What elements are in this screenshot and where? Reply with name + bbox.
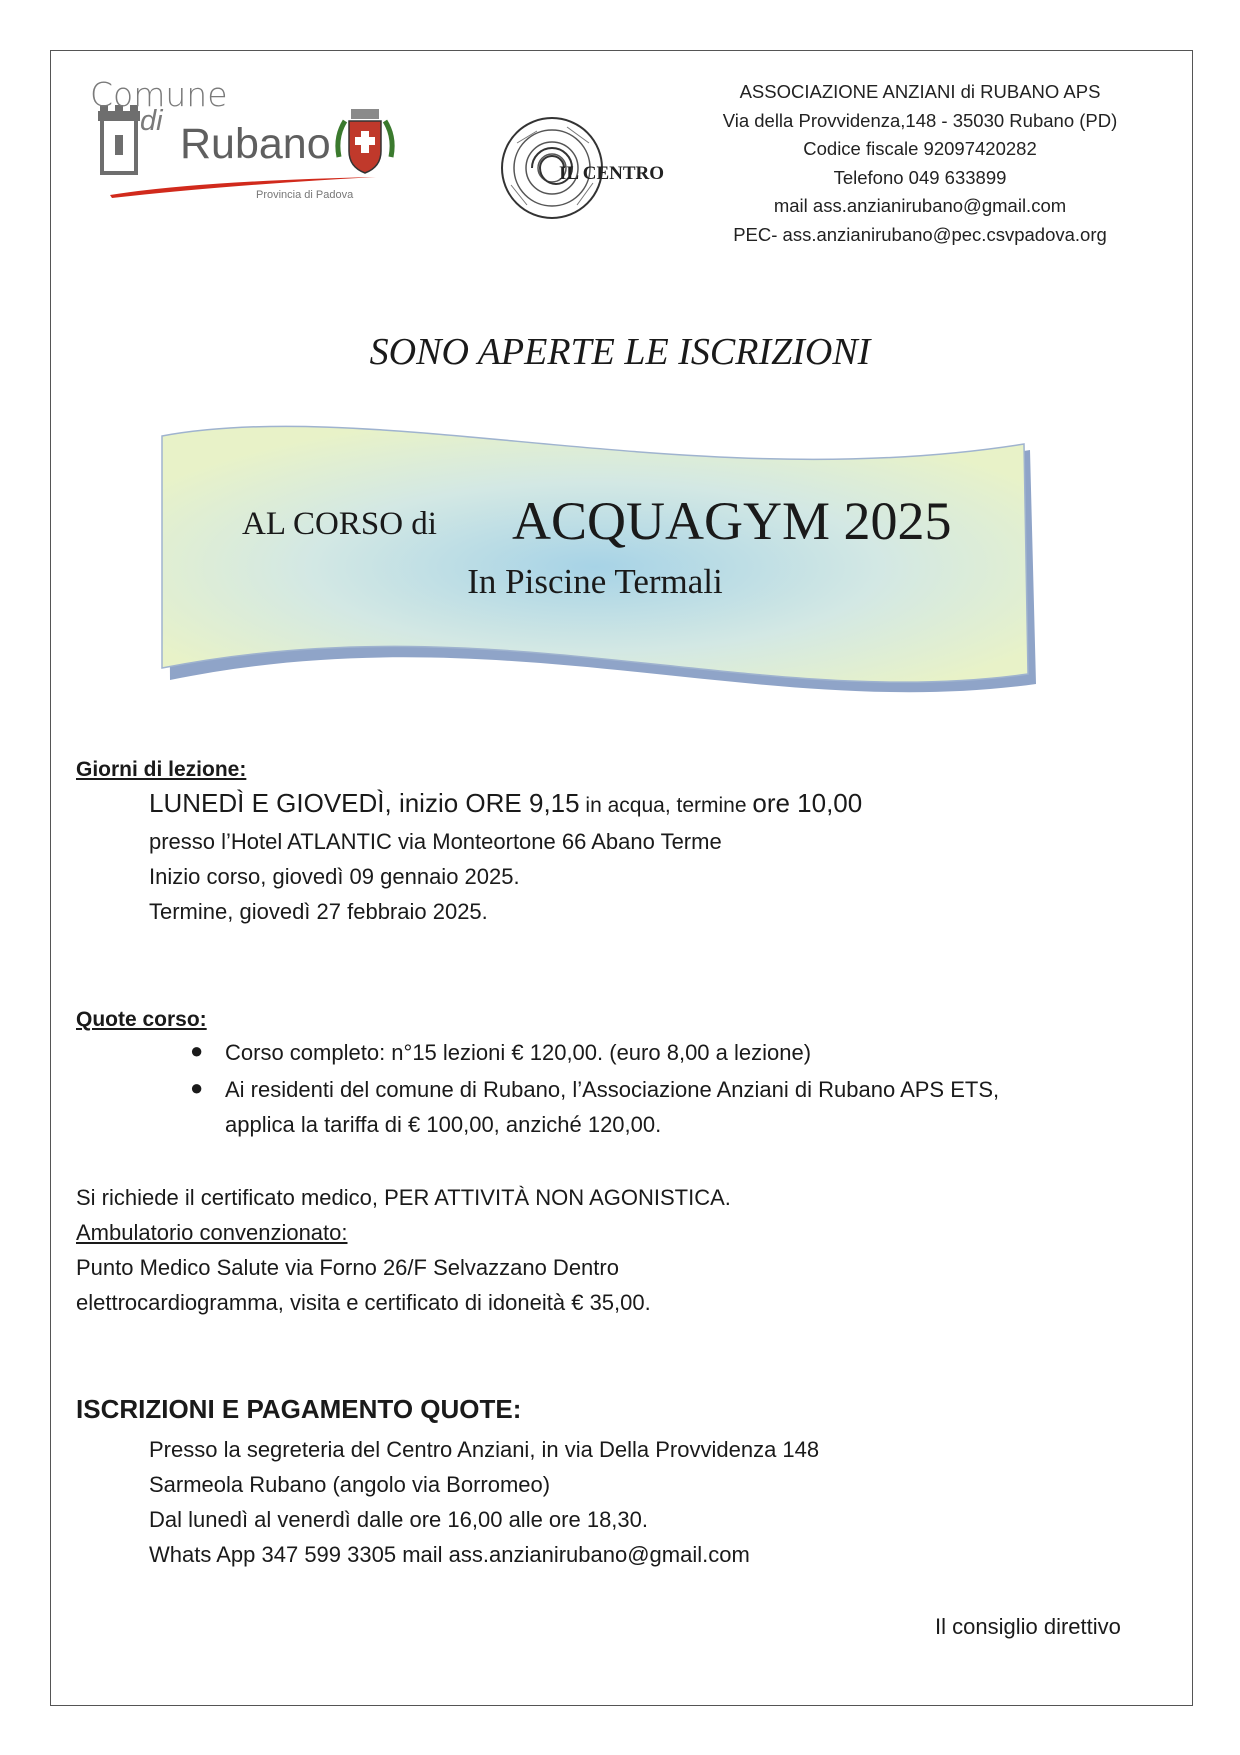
registration-line-1: Presso la segreteria del Centro Anziani, in via Della Provvidenza 148 — [149, 1437, 820, 1462]
banner-subtitle: In Piscine Termali — [467, 562, 723, 601]
association-fiscal-code: Codice fiscale 92097420282 — [803, 138, 1037, 160]
logo-word-di: di — [140, 105, 163, 137]
banner-course-title: ACQUAGYM 2025 — [512, 491, 952, 551]
registration-line-2: Sarmeola Rubano (angolo via Borromeo) — [149, 1472, 551, 1497]
fees-heading: Quote corso: — [76, 1008, 207, 1031]
fees-item-2-continuation: applica la tariffa di € 100,00, anziché 120,00. — [225, 1112, 662, 1137]
signature: Il consiglio direttivo — [935, 1614, 1121, 1639]
lessons-schedule-main: LUNEDÌ E GIOVEDÌ, inizio ORE 9,15 — [149, 788, 580, 818]
fees-item-1: Corso completo: n°15 lezioni € 120,00. (euro 8,00 a lezione) — [225, 1040, 812, 1065]
lessons-schedule-mid: in acqua, termine — [579, 794, 753, 817]
association-email: mail ass.anzianirubano@gmail.com — [773, 195, 1067, 217]
association-name: ASSOCIAZIONE ANZIANI di RUBANO APS — [739, 81, 1101, 102]
lessons-schedule-end: ore 10,00 — [752, 788, 863, 818]
lessons-location: presso l’Hotel ATLANTIC via Monteortone 66 Abano Terme — [149, 829, 722, 854]
bullet-icon: ● — [190, 1075, 204, 1100]
coat-of-arms-icon — [335, 107, 395, 179]
registration-line-3: Dal lunedì al venerdì dalle ore 16,00 alle ore 18,30. — [149, 1507, 649, 1532]
association-contact — [690, 78, 1150, 250]
medical-clinic-heading: Ambulatorio convenzionato: — [76, 1220, 348, 1245]
medical-requirement: Si richiede il certificato medico, PER ATTIVITÀ NON AGONISTICA. — [76, 1185, 731, 1210]
bullet-icon: ● — [190, 1038, 204, 1063]
association-address: Via della Provvidenza,148 - 35030 Rubano (PD) — [722, 109, 1118, 131]
association-pec: PEC- ass.anzianirubano@pec.csvpadova.org — [733, 223, 1107, 245]
comune-di-rubano-logo — [90, 75, 400, 215]
lessons-start: Inizio corso, giovedì 09 gennaio 2025. — [149, 864, 520, 889]
il-centro-label: IL CENTRO — [559, 163, 665, 184]
medical-clinic-address: Punto Medico Salute via Forno 26/F Selvazzano Dentro — [76, 1255, 619, 1280]
lessons-heading: Giorni di lezione: — [76, 758, 247, 781]
lessons-schedule — [149, 788, 862, 819]
registration-line-4: Whats App 347 599 3305 mail ass.anzianirubano@gmail.com — [149, 1542, 750, 1567]
association-phone: Telefono 049 633899 — [833, 166, 1007, 188]
page-headline: SONO APERTE LE ISCRIZIONI — [369, 331, 871, 373]
registration-heading: ISCRIZIONI E PAGAMENTO QUOTE: — [76, 1394, 522, 1424]
medical-clinic-price: elettrocardiogramma, visita e certificato di idoneità € 35,00. — [76, 1290, 651, 1315]
fees-item-2: Ai residenti del comune di Rubano, l’Associazione Anziani di Rubano APS ETS, — [225, 1077, 1000, 1102]
logo-word-comune: Comune — [90, 75, 228, 114]
logo-province: Provincia di Padova — [256, 189, 354, 201]
lessons-end: Termine, giovedì 27 febbraio 2025. — [149, 899, 488, 924]
il-centro-logo — [497, 113, 667, 223]
banner-prefix: AL CORSO di — [242, 506, 437, 542]
logo-word-rubano: Rubano — [180, 120, 331, 168]
